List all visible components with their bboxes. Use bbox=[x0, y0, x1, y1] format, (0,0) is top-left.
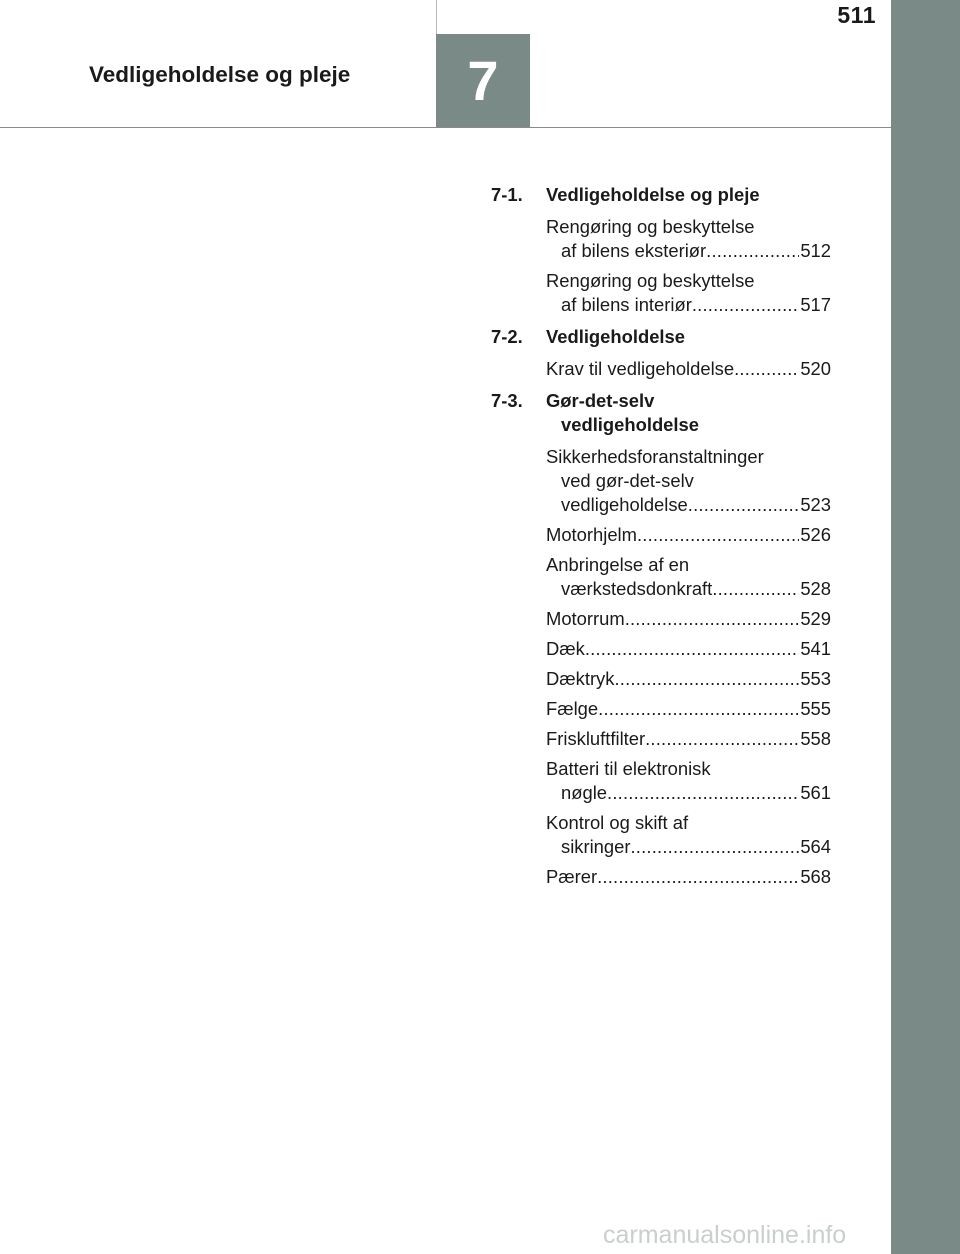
dot-leader bbox=[598, 697, 799, 721]
toc-page-number: 512 bbox=[800, 240, 831, 261]
toc-entry-line bbox=[546, 523, 831, 547]
toc-entry-line bbox=[546, 727, 831, 751]
toc-page-number: 541 bbox=[800, 638, 831, 659]
dot-leader bbox=[645, 727, 799, 751]
toc-entry-list bbox=[546, 445, 831, 889]
toc-entry[interactable] bbox=[546, 667, 831, 691]
toc-entry-text: Pærer bbox=[546, 866, 598, 887]
toc-entry-text: Friskluftfilter bbox=[546, 728, 646, 749]
toc-entry[interactable] bbox=[546, 607, 831, 631]
toc-section-title bbox=[546, 325, 831, 349]
toc-entry-text: Rengøring og beskyttelse bbox=[546, 216, 755, 237]
toc-page-number: 526 bbox=[800, 524, 831, 545]
dot-leader bbox=[625, 607, 800, 631]
toc-entry-list bbox=[546, 357, 831, 381]
dot-leader bbox=[631, 835, 800, 859]
toc-page-number: 520 bbox=[800, 358, 831, 379]
dot-leader bbox=[607, 781, 799, 805]
toc-entry-text: Fælge bbox=[546, 698, 599, 719]
toc-entry-line bbox=[546, 697, 831, 721]
toc-entry-text: af bilens eksteriør bbox=[561, 240, 707, 261]
toc-entry[interactable] bbox=[546, 215, 831, 263]
toc-entry-line bbox=[546, 607, 831, 631]
toc-entry[interactable] bbox=[546, 727, 831, 751]
toc-section-title-line: Vedligeholdelse bbox=[546, 326, 685, 347]
toc-entry-text: værkstedsdonkraft bbox=[561, 578, 713, 599]
toc-entry-line bbox=[546, 781, 831, 805]
toc-entry-line bbox=[546, 357, 831, 381]
chapter-side-tab bbox=[891, 0, 960, 1254]
dot-leader bbox=[734, 357, 799, 381]
toc-entry-line bbox=[546, 493, 831, 517]
toc-entry-text: Sikkerhedsforanstaltninger bbox=[546, 446, 764, 467]
chapter-number-box: 7 bbox=[436, 34, 530, 127]
dot-leader bbox=[706, 239, 799, 263]
header-divider bbox=[436, 0, 437, 34]
toc-section-number: 7-2. bbox=[491, 326, 523, 347]
toc-section-heading bbox=[491, 389, 831, 437]
toc-entry-text: af bilens interiør bbox=[561, 294, 692, 315]
toc-entry-line bbox=[546, 835, 831, 859]
toc-entry-line bbox=[546, 239, 831, 263]
toc-section-title bbox=[546, 183, 831, 207]
page-number: 511 bbox=[837, 2, 876, 28]
toc-section-title-line: Gør-det-selv bbox=[546, 390, 655, 411]
dot-leader bbox=[692, 293, 799, 317]
toc-page-number: 528 bbox=[800, 578, 831, 599]
header-rule bbox=[0, 127, 891, 128]
toc-section-title bbox=[546, 389, 831, 437]
toc-entry[interactable] bbox=[546, 553, 831, 601]
toc-page-number: 517 bbox=[800, 294, 831, 315]
toc-entry-line bbox=[546, 577, 831, 601]
toc-entry-line bbox=[546, 667, 831, 691]
toc-entry-text: Batteri til elektronisk bbox=[546, 758, 711, 779]
toc-entry[interactable] bbox=[546, 865, 831, 889]
toc-page-number: 558 bbox=[800, 728, 831, 749]
table-of-contents bbox=[491, 183, 831, 897]
toc-entry[interactable] bbox=[546, 523, 831, 547]
toc-entry[interactable] bbox=[546, 357, 831, 381]
toc-section-heading bbox=[491, 183, 831, 207]
toc-page-number: 564 bbox=[800, 836, 831, 857]
toc-page-number: 561 bbox=[800, 782, 831, 803]
toc-page-number: 555 bbox=[800, 698, 831, 719]
toc-section bbox=[491, 183, 831, 317]
toc-section-number: 7-1. bbox=[491, 184, 523, 205]
toc-entry-text: Rengøring og beskyttelse bbox=[546, 270, 755, 291]
toc-entry-text: Kontrol og skift af bbox=[546, 812, 689, 833]
toc-entry[interactable] bbox=[546, 445, 831, 517]
toc-section bbox=[491, 325, 831, 381]
toc-entry-list bbox=[546, 215, 831, 317]
toc-entry[interactable] bbox=[546, 697, 831, 721]
toc-page-number: 553 bbox=[800, 668, 831, 689]
toc-entry[interactable] bbox=[546, 269, 831, 317]
toc-entry-text: vedligeholdelse bbox=[561, 494, 688, 515]
toc-entry-text: ved gør-det-selv bbox=[561, 470, 694, 491]
toc-page-number: 523 bbox=[800, 494, 831, 515]
toc-page-number: 568 bbox=[800, 866, 831, 887]
chapter-title: Vedligeholdelse og pleje bbox=[89, 62, 351, 87]
toc-entry-text: nøgle bbox=[561, 782, 608, 803]
toc-entry-text: Motorhjelm bbox=[546, 524, 637, 545]
watermark: carmanualsonline.info bbox=[603, 1221, 847, 1249]
dot-leader bbox=[597, 865, 799, 889]
toc-entry[interactable] bbox=[546, 757, 831, 805]
toc-entry-line bbox=[546, 637, 831, 661]
toc-entry-text: Dæktryk bbox=[546, 668, 615, 689]
toc-entry[interactable] bbox=[546, 637, 831, 661]
toc-entry-text: sikringer bbox=[561, 836, 631, 857]
toc-section-heading bbox=[491, 325, 831, 349]
dot-leader bbox=[637, 523, 799, 547]
toc-entry-text: Motorrum bbox=[546, 608, 625, 629]
toc-entry[interactable] bbox=[546, 811, 831, 859]
toc-entry-line bbox=[546, 293, 831, 317]
dot-leader bbox=[712, 577, 799, 601]
toc-entry-text: Anbringelse af en bbox=[546, 554, 690, 575]
toc-entry-line bbox=[546, 865, 831, 889]
toc-entry-text: Krav til vedligeholdelse bbox=[546, 358, 735, 379]
toc-section-number: 7-3. bbox=[491, 390, 523, 411]
toc-section-title-line: vedligeholdelse bbox=[561, 414, 699, 435]
dot-leader bbox=[614, 667, 799, 691]
toc-section-title-line: Vedligeholdelse og pleje bbox=[546, 184, 760, 205]
toc-page-number: 529 bbox=[800, 608, 831, 629]
dot-leader bbox=[688, 493, 800, 517]
dot-leader bbox=[585, 637, 799, 661]
toc-section bbox=[491, 389, 831, 889]
toc-entry-text: Dæk bbox=[546, 638, 585, 659]
